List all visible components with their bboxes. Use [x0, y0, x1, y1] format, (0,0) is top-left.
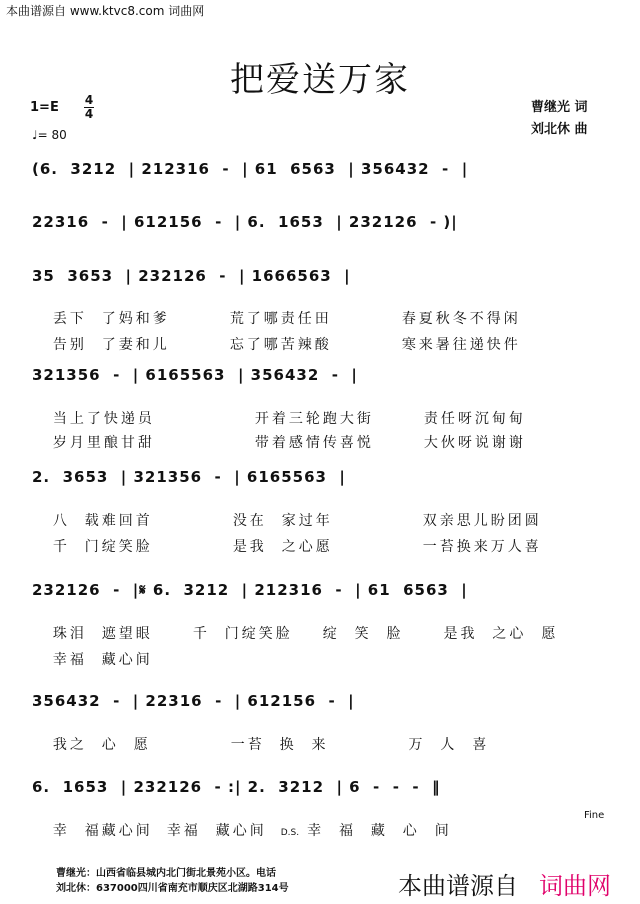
lyric-segment: 告别 了妻和儿 [52, 337, 170, 353]
score-system-5 [32, 462, 610, 492]
lyric-segment: 是我 之心愿 [232, 539, 333, 555]
tempo-mark: ♩= 80 [32, 128, 67, 142]
notation-line: 35 3653 | 232126 - | 1666563 | [32, 267, 351, 285]
lyric-segment: 春夏秋冬不得闲 [401, 311, 521, 327]
fine-mark: Fine [584, 810, 605, 821]
notation-line: 232126 - |𝄋 6. 3212 | 212316 - | 61 6563 | [32, 581, 468, 599]
song-title: 把爱送万家 [230, 60, 410, 100]
ds-mark: D.S. [280, 828, 300, 838]
lyric-line [38, 718, 489, 754]
lyric-segment: 双亲思儿盼团圆 [422, 513, 542, 529]
lyric-segment: 幸 福藏心间 [52, 823, 153, 839]
score-system-4 [32, 360, 610, 390]
lyric-segment: 万 人 喜 [408, 737, 490, 753]
lyric-segment: 珠泪 遮望眼 [52, 626, 153, 642]
key-signature: 1=E [30, 100, 59, 115]
lyric-segment: 绽 笑 脸 [322, 626, 404, 642]
lyric-segment: 是我 之心 愿 [443, 626, 559, 642]
lyric-segment: 一苔换来万人喜 [422, 539, 542, 555]
lyric-line [38, 633, 153, 669]
time-signature [84, 95, 94, 120]
lyric-segment: 一苔 换 来 [230, 737, 329, 753]
lyric-segment: 千 门绽笑脸 [192, 626, 293, 642]
lyric-segment: 八 载难回首 [52, 513, 153, 529]
lyric-line [38, 804, 452, 840]
contact-line-1: 曹继光：山西省临县城内北门街北景苑小区。电话 [56, 868, 276, 879]
contact-footer [56, 866, 289, 896]
time-numerator: 4 [84, 93, 94, 107]
lyric-segment: 当上了快递员 [52, 411, 155, 427]
lyric-segment: 岁月里酿甘甜 [52, 435, 155, 451]
lyric-segment: 忘了哪苦辣酸 [229, 337, 332, 353]
lyric-segment: 幸福 藏心间 [52, 652, 153, 668]
lyric-line [38, 520, 542, 556]
notation-line: (6. 3212 | 212316 - | 61 6563 | 356432 - | [32, 160, 469, 178]
lyric-segment: 丢下 了妈和爹 [52, 311, 170, 327]
lyric-line [38, 416, 526, 452]
notation-line: 356432 - | 22316 - | 612156 - | [32, 692, 355, 710]
score-system-8 [32, 772, 610, 802]
notation-line: 2. 3653 | 321356 - | 6165563 | [32, 468, 346, 486]
score-system-1 [32, 154, 610, 184]
lyric-segment: 大伙呀说谢谢 [423, 435, 526, 451]
lyric-line [38, 318, 521, 354]
lyric-segment: 带着感情传喜悦 [254, 435, 374, 451]
lyric-segment: 寒来暑往递快件 [401, 337, 521, 353]
notation-line: 22316 - | 612156 - | 6. 1653 | 232126 - )| [32, 213, 458, 231]
lyric-segment: 荒了哪责任田 [229, 311, 332, 327]
site-header: 本曲谱源自 www.ktvc8.com 词曲网 [6, 4, 205, 18]
composer-credit: 刘北休 曲 [531, 122, 588, 137]
watermark-brand: 词曲网 [539, 872, 611, 900]
score-system-6 [32, 575, 610, 605]
lyric-segment: 幸福 藏心间 [166, 823, 267, 839]
lyric-segment: 我之 心 愿 [52, 737, 151, 753]
lyric-segment: 没在 家过年 [232, 513, 333, 529]
score-system-7 [32, 686, 610, 716]
lyric-segment: 责任呀沉甸甸 [423, 411, 526, 427]
notation-line: 6. 1653 | 232126 - :| 2. 3212 | 6 - - - ‖ [32, 778, 441, 796]
contact-line-2: 刘北休：637000四川省南充市顺庆区北湖路314号 [56, 883, 289, 894]
time-denominator: 4 [84, 107, 94, 121]
score-system-3 [32, 261, 610, 291]
score-system-2 [32, 207, 610, 237]
lyricist-credit: 曹继光 词 [531, 100, 588, 115]
lyric-segment: 千 门绽笑脸 [52, 539, 153, 555]
notation-line: 321356 - | 6165563 | 356432 - | [32, 366, 358, 384]
lyric-segment: 幸 福 藏 心 间 [307, 823, 452, 839]
lyric-segment: 开着三轮跑大街 [254, 411, 374, 427]
watermark-text: 本曲谱源自 [398, 872, 518, 900]
